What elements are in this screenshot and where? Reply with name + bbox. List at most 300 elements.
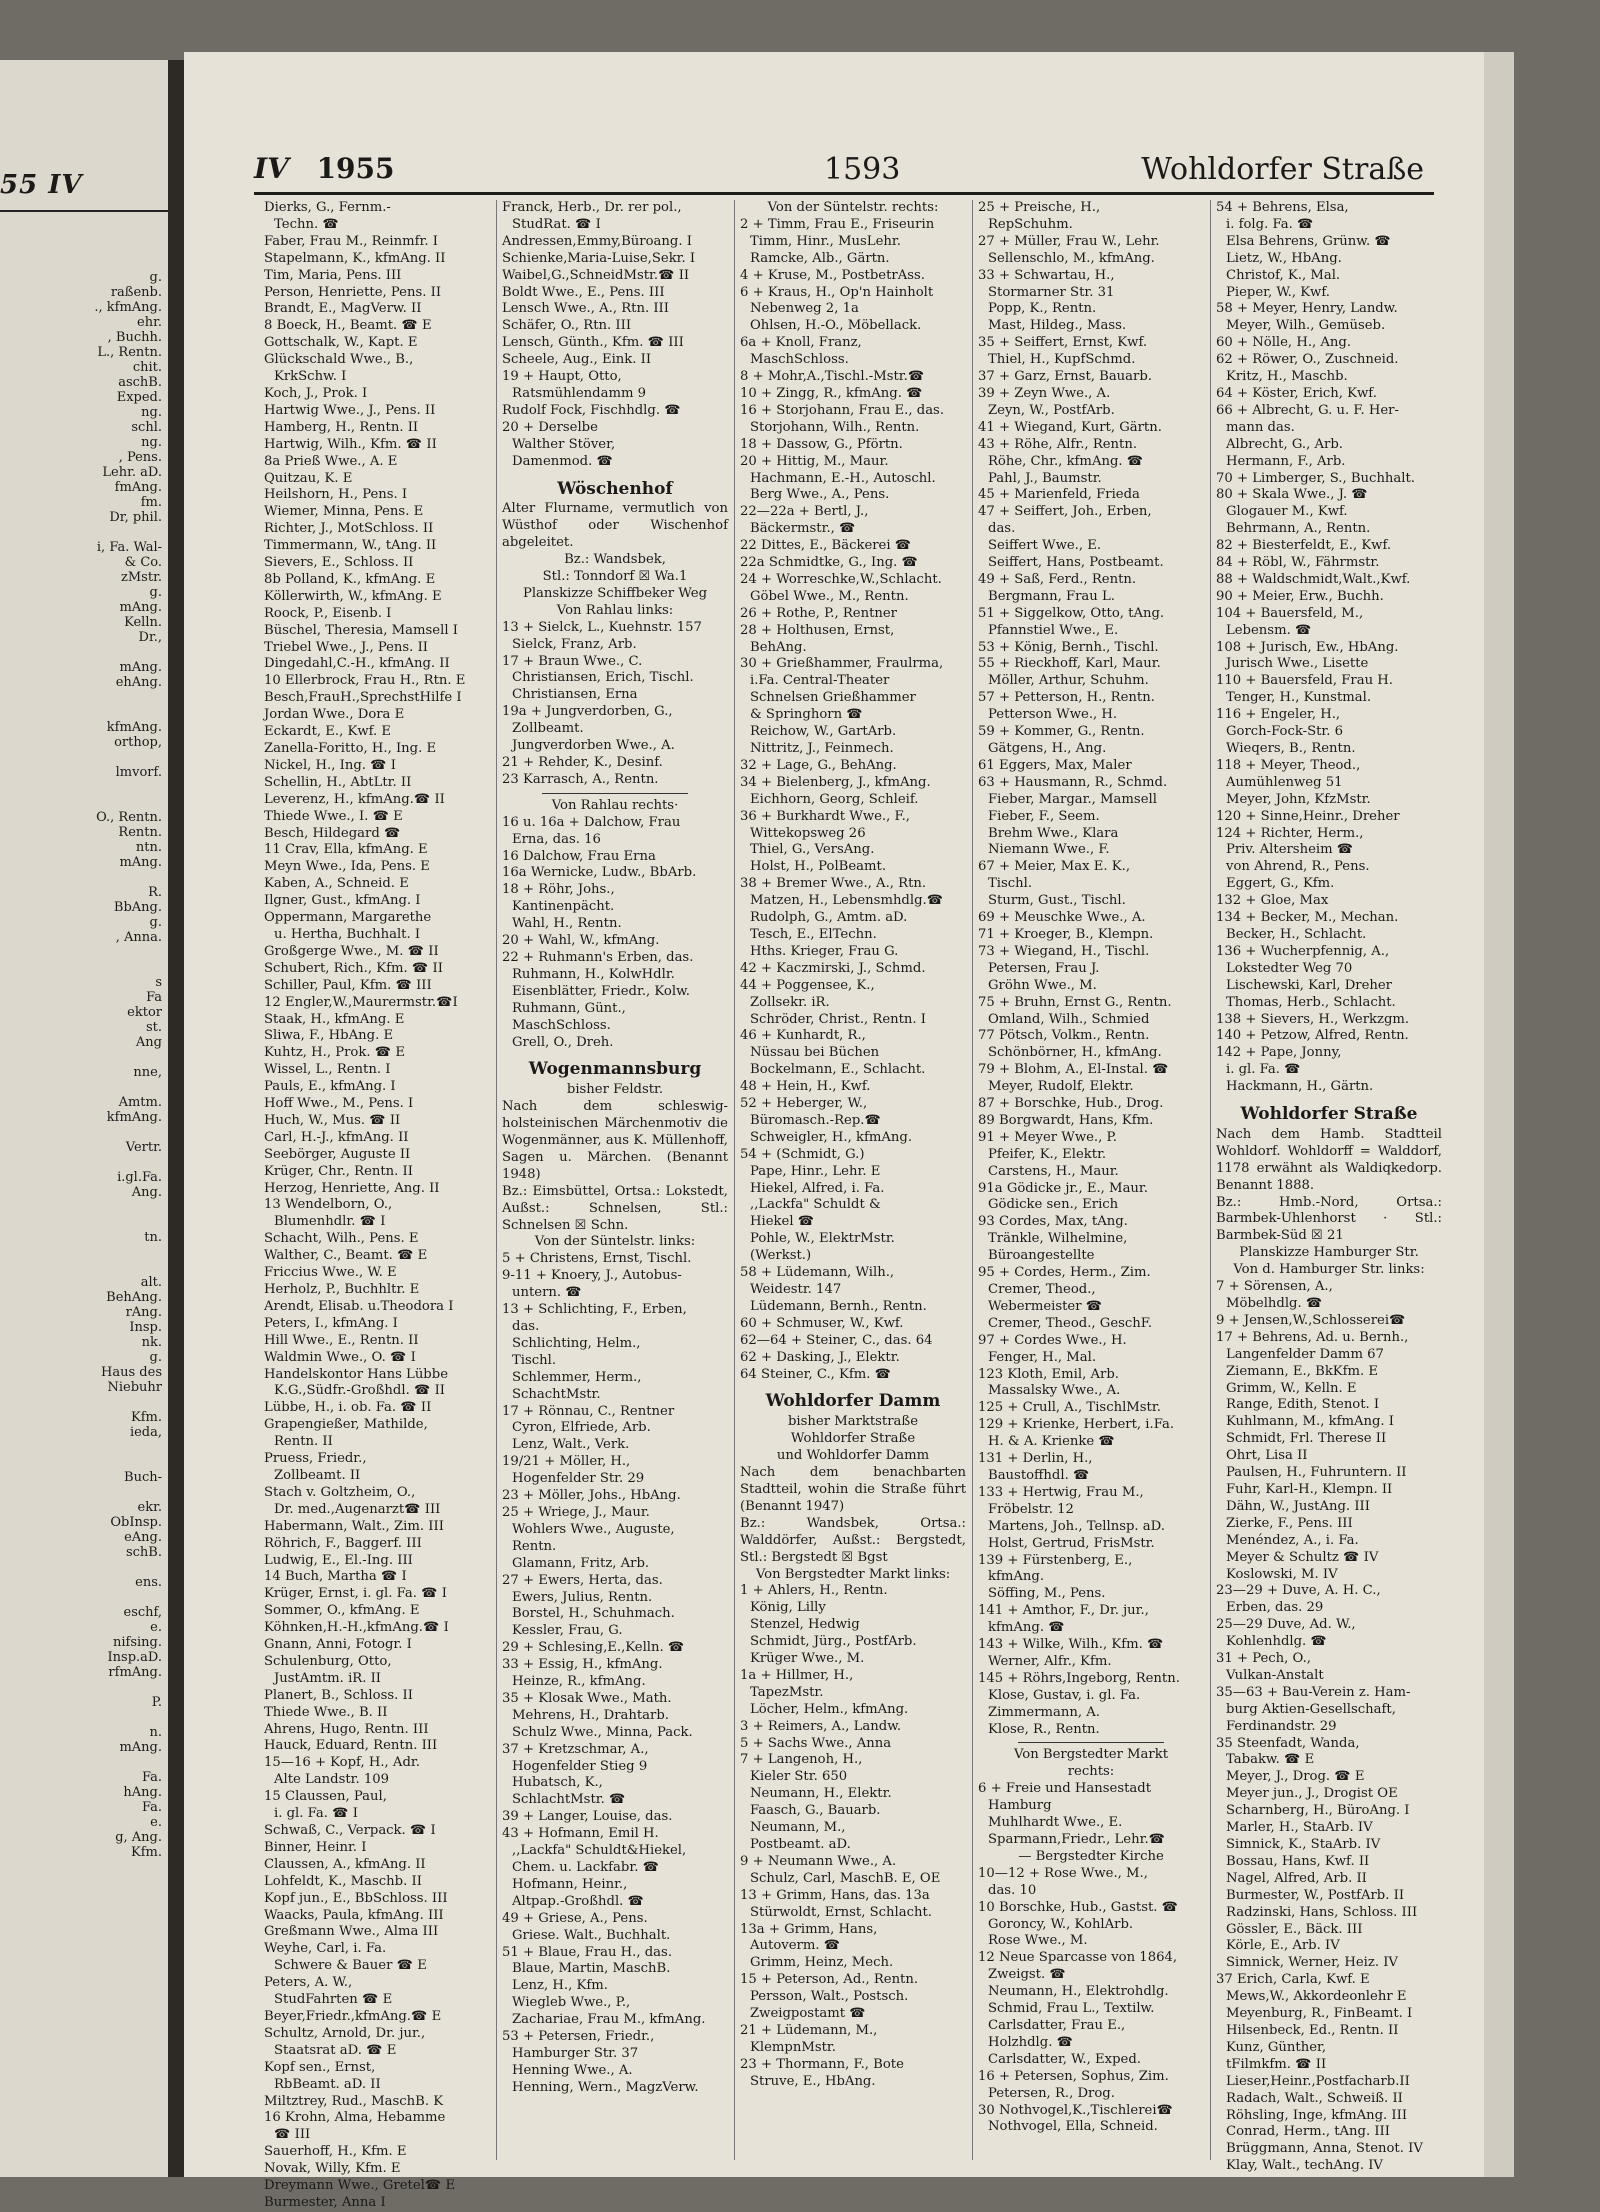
resident-entry: Niemann Wwe., F. [988,842,1110,858]
resident-entry: Möller, Arthur, Schuhm. [988,673,1149,689]
resident-entry: Körle, E., Arb. IV [1226,1938,1340,1954]
facing-page-line: tn. [144,1230,162,1245]
address-entry: 124 + Richter, Herm., [1216,825,1364,841]
facing-page-line [0,1560,168,1575]
address-entry: 15 + Peterson, Ad., Rentn. [740,1972,919,1988]
resident-entry: ☎ III [274,2127,311,2143]
resident-entry: Erben, das. 29 [1226,1600,1324,1616]
resident-entry: Brehm Wwe., Klara [988,825,1119,841]
address-entry: Dierks, G., Fernm.- [264,200,391,215]
facing-page-line: Exped. [116,390,162,405]
facing-page-line: rfmAng. [108,1665,162,1680]
resident-entry: Kessler, Frau, G. [512,1623,623,1639]
address-entry: 60 + Schmuser, W., Kwf. [740,1315,904,1331]
facing-page-line [0,750,168,765]
resident-entry: Jungverdorben Wwe., A. [512,738,675,754]
address-entry: 35 + Klosak Wwe., Math. [502,1690,672,1706]
resident-entry: Möbelhdlg. ☎ [1226,1296,1323,1311]
address-entry: 42 + Kaczmirski, J., Schmd. [740,960,926,976]
address-entry: 91a Gödicke jr., E., Maur. [978,1180,1148,1196]
column-5 [1216,200,1442,2174]
resident-entry: Büroangestellte [988,1248,1095,1264]
resident-entry: Löcher, Helm., kfmAng. [750,1701,909,1717]
address-entry: 28 + Holthusen, Ernst, [740,622,895,638]
resident-entry: Damenmod. ☎ [512,453,613,469]
address-entry: 13a + Grimm, Hans, [740,1921,878,1937]
resident-entry: Blaue, Martin, MaschB. [512,1961,671,1977]
address-entry: Burmester, Anna I [264,2194,386,2210]
resident-entry: Pfannstiel Wwe., E. [988,622,1119,638]
address-entry: 55 + Rieckhoff, Karl, Maur. [978,656,1161,672]
resident-entry: KlempnMstr. [750,2039,836,2055]
resident-entry: Schlemmer, Herm., [512,1369,642,1385]
facing-page-line [0,1050,168,1065]
resident-entry: StudFahrten ☎ E [274,1992,393,2008]
address-entry: Novak, Willy, Kfm. E [264,2161,401,2177]
address-entry: Schulenburg, Otto, [264,1653,392,1669]
address-entry: 13 Wendelborn, O., [264,1197,393,1213]
address-entry: 73 + Wiegand, H., Tischl. [978,943,1150,959]
address-entry: 61 Eggers, Max, Maler [978,757,1132,773]
resident-entry: Burmester, W., PostfArb. II [1226,1887,1405,1903]
resident-entry: Wahl, H., Rentn. [512,916,622,932]
address-entry: Kuhtz, H., Prok. ☎ E [264,1045,405,1061]
address-entry: Rudolf Fock, Fischhdlg. ☎ [502,402,681,418]
address-entry: Schiller, Paul, Kfm. ☎ III [264,977,432,993]
address-entry: Timmermann, W., tAng. II [264,538,437,554]
address-entry: 62 + Dasking, J., Elektr. [740,1349,900,1365]
resident-entry: Faasch, G., Bauarb. [750,1803,881,1819]
resident-entry: Cyron, Elfriede, Arb. [512,1420,651,1436]
facing-page-line: s [155,975,162,990]
facing-page-line: nk. [141,1335,162,1350]
address-entry: 118 + Meyer, Theod., [1216,757,1361,773]
address-entry: Koch, J., Prok. I [264,385,368,401]
address-entry: Wiemer, Minna, Pens. E [264,504,424,520]
address-entry: 133 + Hertwig, Frau M., [978,1484,1144,1500]
resident-entry: Wittekopsweg 26 [750,825,866,841]
resident-entry: MaschSchloss. [512,1017,611,1033]
resident-entry: Tabakw. ☎ E [1226,1752,1315,1768]
address-entry: 19a + Jungverdorben, G., [502,704,673,720]
resident-entry: (Werkst.) [750,1248,812,1264]
resident-entry: Schweigler, H., kfmAng. [750,1129,913,1145]
directory-page [184,52,1484,2210]
address-entry: Scheele, Aug., Eink. II [502,352,652,368]
resident-entry: Henning, Wern., MagzVerw. [512,2079,699,2095]
facing-page-line: ObInsp. [110,1515,162,1530]
address-entry: 16 + Petersen, Sophus, Zim. [978,2068,1169,2084]
resident-entry: Behrmann, A., Rentn. [1226,521,1371,537]
facing-page-line: Insp. [129,1320,162,1335]
address-entry: Leverenz, H., kfmAng.☎ II [264,791,445,807]
resident-entry: Schmid, Frau L., Textilw. [988,2001,1155,2017]
resident-entry: Krüger Wwe., M. [750,1651,865,1667]
address-entry: Köhnken,H.-H.,kfmAng.☎ I [264,1620,449,1636]
address-entry: 8a Prieß Wwe., A. E [264,453,398,469]
address-entry: Hamberg, H., Rentn. II [264,419,419,435]
address-entry: 10 Borschke, Hub., Gastst. ☎ [978,1899,1179,1915]
facing-page-line: g. [149,585,162,600]
resident-entry: König, Lilly [750,1600,826,1616]
resident-entry: Hackmann, H., Gärtn. [1226,1079,1374,1095]
address-entry: Sauerhoff, H., Kfm. E [264,2144,407,2160]
resident-entry: Meyer, J., Drog. ☎ E [1226,1769,1365,1785]
resident-entry: Gätgens, H., Ang. [988,741,1107,756]
facing-page-line: , Pens. [118,450,162,465]
resident-entry: Martens, Joh., Tellnsp. aD. [988,1518,1165,1534]
resident-entry: Reichow, W., GartArb. [750,724,897,740]
facing-page-line: kfmAng. [106,720,162,735]
resident-entry: Scharnberg, H., BüroAng. I [1226,1803,1410,1819]
facing-page-line: i.gl.Fa. [117,1170,162,1185]
facing-page-line: g. [149,270,162,285]
resident-entry: Hths. Krieger, Frau G. [750,943,899,959]
street-subheading: — Bergstedter Kirche [1018,1848,1164,1864]
address-entry: 23—29 + Duve, A. H. C., [1216,1583,1381,1599]
address-entry: 48 + Hein, H., Kwf. [740,1079,871,1095]
resident-entry: Röhsling, Inge, kfmAng. III [1226,2107,1408,2123]
facing-page-line [0,525,168,540]
street-subheading: Planskizze Hamburger Str. [1239,1245,1419,1261]
address-entry: Krüger, Ernst, i. gl. Fa. ☎ I [264,1586,447,1602]
facing-page-line: raßenb. [110,285,162,300]
column-2 [502,200,728,2160]
address-entry: Hartwig Wwe., J., Pens. II [264,402,436,418]
address-entry: 11 Crav, Ella, kfmAng. E [264,842,428,858]
resident-entry: Ziemann, E., BkKfm. E [1226,1363,1379,1379]
resident-entry: Lokstedter Weg 70 [1226,960,1353,976]
address-entry: Grapengießer, Mathilde, [264,1417,428,1433]
street-note: Nach dem schleswig-holsteinischen Märchenmotiv die Wogenmänner, aus K. Müllenhoff, Sagen u. Märchen. (Benannt 1948) [502,1099,728,1182]
address-entry: Waacks, Paula, kfmAng. III [264,1907,444,1923]
address-entry: 23 + Möller, Johs., HbAng. [502,1488,681,1504]
address-entry: 53 + König, Bernh., Tischl. [978,639,1159,655]
book-gutter [168,60,184,2177]
resident-entry: Berg Wwe., A., Pens. [750,487,890,503]
resident-entry: Kantinenpächt. [512,899,615,915]
resident-entry: Ratsmühlendamm 9 [512,385,647,401]
address-entry: 23 + Thormann, F., Bote [740,2056,904,2072]
resident-entry: u. Hertha, Buchhalt. I [274,926,421,942]
address-entry: 82 + Biesterfeldt, E., Kwf. [1216,538,1392,554]
address-entry: Jordan Wwe., Dora E [264,707,405,723]
resident-entry: i. gl. Fa. ☎ [1226,1062,1301,1078]
address-entry: 22 Dittes, E., Bäckerei ☎ [740,538,912,554]
address-entry: 24 + Worreschke,W.,Schlacht. [740,571,942,587]
facing-page-rule [0,210,168,212]
facing-page-line: ektor [127,1005,162,1020]
resident-entry: Wohlers Wwe., Auguste, [512,1521,675,1537]
address-entry: Kaben, A., Schneid. E [264,876,409,892]
street-subheading: Planskizze Schiffbeker Weg [522,585,708,601]
resident-entry: Carstens, H., Maur. [988,1163,1119,1179]
address-entry: 79 + Blohm, A., El-Instal. ☎ [978,1062,1169,1078]
address-entry: Richter, J., MotSchloss. II [264,521,434,537]
address-entry: Dingedahl,C.-H., kfmAng. II [264,656,450,672]
street-note: Nach dem Hamb. Stadtteil Wohldorf. Wohldorff = Walddorf, 1178 erwähnt als Waldiqkedorp. Benannt 1888. [1216,1126,1442,1193]
address-entry: 37 + Garz, Ernst, Bauarb. [978,369,1152,385]
address-entry: 15—16 + Kopf, H., Adr. [264,1755,420,1771]
address-entry: 17 + Braun Wwe., C. [502,653,643,669]
resident-entry: Petersen, Frau J. [988,960,1100,976]
address-entry: 22—22a + Bertl, J., [740,504,869,520]
street-subheading: Stl.: Tonndorf ☒ Wa.1 [542,569,688,585]
address-entry: 142 + Pape, Jonny, [1216,1045,1342,1061]
resident-entry: Meyer jun., J., Drogist OE [1226,1786,1398,1802]
page-number: 1593 [824,152,901,187]
facing-page-line: g, Ang. [115,1830,162,1845]
address-entry: Sievers, E., Schloss. II [264,555,414,571]
facing-page-line [0,1590,168,1605]
address-entry: 108 + Jurisch, Ew., HbAng. [1216,639,1399,655]
facing-page-line: st. [145,1020,162,1035]
resident-entry: Ruhmann, Günt., [512,1000,626,1016]
address-entry: Besch,FrauH.,SprechstHilfe I [264,690,462,706]
address-entry: 5 + Sachs Wwe., Anna [740,1735,892,1751]
resident-entry: Matzen, H., Lebensmhdlg.☎ [750,893,944,909]
address-entry: 6 + Freie und Hansestadt [978,1781,1152,1797]
address-entry: 12 Engler,W.,Maurermstr.☎I [264,994,458,1010]
address-entry: 47 + Seiffert, Joh., Erben, [978,504,1152,520]
resident-entry: Schnelsen Grießhammer [750,690,916,706]
street-heading: Wöschenhof [557,478,673,499]
resident-entry: Neumann, H., Elektrohdlg. [988,1984,1169,2000]
address-entry: 62 + Röwer, O., Zuschneid. [1216,352,1399,368]
address-entry: 10 Ellerbrock, Frau H., Rtn. E [264,673,466,689]
resident-entry: Zollbeamt. II [274,1467,361,1483]
resident-entry: Webermeister ☎ [988,1298,1103,1314]
resident-entry: SchlachtMstr. ☎ [512,1792,626,1808]
address-entry: Peters, I., kfmAng. I [264,1315,398,1331]
resident-entry: Weidestr. 147 [750,1282,842,1297]
page-edge [1484,52,1514,2177]
address-entry: 143 + Wilke, Wilh., Kfm. ☎ [978,1637,1164,1653]
address-entry: 52 + Heberger, W., [740,1096,868,1112]
address-entry: Lübbe, H., i. ob. Fa. ☎ II [264,1400,432,1416]
facing-page-line: e. [150,1620,162,1635]
resident-entry: ,,Lackfa" Schuldt & [750,1197,881,1213]
facing-page-line [0,1395,168,1410]
address-entry: Roock, P., Eisenb. I [264,605,392,621]
resident-entry: Schlichting, Helm., [512,1335,641,1351]
facing-page-line: Buch- [124,1470,162,1485]
address-entry: Großgerge Wwe., M. ☎ II [264,943,439,959]
address-entry: Schubert, Rich., Kfm. ☎ II [264,960,443,976]
address-entry: 25 + Preische, H., [978,200,1101,215]
facing-page-line: g. [149,1350,162,1365]
address-entry: Stapelmann, K., kfmAng. II [264,250,446,266]
column-divider [972,200,973,2160]
address-entry: 66 + Albrecht, G. u. F. Her- [1216,402,1399,418]
address-entry: 80 + Skala Wwe., J. ☎ [1216,487,1368,503]
resident-entry: Hogenfelder Stieg 9 [512,1758,648,1774]
resident-entry: Holzhdlg. ☎ [988,2034,1074,2050]
resident-entry: Rentn. [512,1538,557,1554]
address-entry: Arendt, Elisab. u.Theodora I [264,1298,454,1314]
address-entry: Boldt Wwe., E., Pens. III [502,284,665,300]
resident-entry: Lenz, H., Kfm. [512,1978,608,1994]
address-entry: 16 Krohn, Alma, Hebamme [264,2110,446,2126]
resident-entry: K.G.,Südfr.-Großhdl. ☎ II [274,1383,446,1399]
address-entry: 36 + Burkhardt Wwe., F., [740,808,910,824]
resident-entry: Timm, Hinr., MusLehr. [750,233,901,249]
resident-entry: Simnick, K., StaArb. IV [1226,1837,1381,1852]
facing-page-line: hAng. [123,1785,162,1800]
resident-entry: Hiekel ☎ [750,1214,815,1230]
street-note: Bz.: Eimsbüttel, Ortsa.: Lokstedt, Außst.: Schnelsen, Stl.: Schnelsen ☒ Schn. [502,1183,728,1233]
resident-entry: Radzinski, Hans, Schloss. III [1226,1904,1418,1920]
resident-entry: Göbel Wwe., M., Rentn. [750,588,909,604]
resident-entry: i.Fa. Central-Theater [750,673,890,689]
resident-entry: Rudolph, G., Amtm. aD. [750,910,908,926]
street-subheading: rechts: [1067,1764,1115,1780]
running-street-title: Wohldorfer Straße [1141,152,1424,187]
address-entry: Schellin, H., AbtLtr. II [264,774,412,790]
resident-entry: mann das. [1226,419,1295,435]
resident-entry: Tenger, H., Kunstmal. [1226,690,1372,706]
facing-page-line: ., kfmAng. [94,300,162,315]
facing-page-line: R. [148,885,162,900]
address-entry: 58 + Meyer, Henry, Landw. [1216,301,1398,317]
resident-entry: Hamburger Str. 37 [512,2045,639,2061]
facing-page-line: alt. [140,1275,162,1290]
resident-entry: Elsa Behrens, Grünw. ☎ [1226,233,1391,249]
address-entry: Heilshorn, H., Pens. I [264,487,408,503]
address-entry: Kopf sen., Ernst, [264,2059,376,2075]
resident-entry: Nothvogel, Ella, Schneid. [988,2119,1158,2135]
resident-entry: Thiel, G., VersAng. [750,842,875,858]
resident-entry: Carlsdatter, W., Exped. [988,2051,1141,2067]
address-entry: 23 Karrasch, A., Rentn. [502,771,659,787]
facing-page-line: Fa. [141,1770,162,1785]
street-heading: Wogenmannsburg [528,1059,702,1080]
resident-entry: Tischl. [988,876,1033,892]
resident-entry: KrkSchw. I [274,369,347,385]
address-entry: 9 + Neumann Wwe., A. [740,1853,897,1869]
address-entry: 54 + (Schmidt, G.) [740,1146,865,1162]
facing-page-line [0,690,168,705]
address-entry: 97 + Cordes Wwe., H. [978,1332,1127,1348]
address-entry: Person, Henriette, Pens. II [264,284,442,300]
address-entry: Faber, Frau M., Reinmfr. I [264,233,438,249]
address-entry: 91 + Meyer Wwe., P. [978,1129,1117,1145]
resident-entry: Neumann, H., Elektr. [750,1786,892,1802]
address-entry: 69 + Meuschke Wwe., A. [978,910,1146,926]
resident-entry: Techn. ☎ [274,216,339,232]
address-entry: Oppermann, Margarethe [264,910,432,926]
address-entry: Huch, W., Mus. ☎ II [264,1112,401,1128]
address-entry: 31 + Pech, O., [1216,1651,1311,1667]
facing-page-line: fmAng. [114,480,162,495]
facing-page-line [0,1260,168,1275]
facing-page-line: eschf, [123,1605,162,1620]
address-entry: 57 + Petterson, H., Rentn. [978,690,1155,706]
resident-entry: Jurisch Wwe., Lisette [1226,656,1369,672]
address-entry: Habermann, Walt., Zim. III [264,1518,444,1534]
resident-entry: untern. ☎ [512,1285,582,1301]
address-entry: 34 + Bielenberg, J., kfmAng. [740,774,931,790]
address-entry: 29 + Schlesing,E.,Kelln. ☎ [502,1640,685,1656]
street-subheading: Von Rahlau links: [556,602,674,618]
resident-entry: Grell, O., Dreh. [512,1034,614,1050]
resident-entry: Tischl. [512,1352,557,1368]
section-rule [542,793,688,794]
resident-entry: Becker, H., Schlacht. [1226,926,1367,942]
resident-entry: von Ahrend, R., Pens. [1226,859,1370,875]
resident-entry: Tränkle, Wilhelmine, [988,1231,1128,1247]
address-entry: 39 + Langer, Louise, das. [502,1809,673,1825]
resident-entry: Priv. Altersheim ☎ [1226,842,1354,858]
address-entry: Thiede Wwe., I. ☎ E [264,808,403,824]
facing-page-line: Kfm. [131,1410,162,1425]
street-subheading: Von der Süntelstr. rechts: [767,200,939,215]
resident-entry: Grimm, W., Kelln. E [1226,1380,1357,1396]
address-entry: 145 + Röhrs,Ingeborg, Rentn. [978,1670,1180,1686]
address-entry: Peters, A. W., [264,1975,353,1991]
resident-entry: Schmidt, Jürg., PostfArb. [750,1634,917,1650]
address-entry: Planert, B., Schloss. II [264,1687,413,1703]
resident-entry: JustAmtm. iR. II [274,1670,382,1686]
resident-entry: Struve, E., HbAng. [750,2073,876,2089]
facing-page-line: , Anna. [115,930,162,945]
column-divider [1210,200,1211,2160]
address-entry: 27 + Ewers, Herta, das. [502,1572,663,1588]
facing-page-line: g. [149,915,162,930]
resident-entry: TapezMstr. [750,1684,824,1700]
address-entry: 140 + Petzow, Alfred, Rentn. [1216,1028,1409,1044]
address-entry: Staak, H., kfmAng. E [264,1011,405,1027]
resident-entry: Schulz, Carl, MaschB. E, OE [750,1870,941,1886]
facing-page-line [0,1710,168,1725]
facing-page-line: Niebuhr [107,1380,162,1395]
street-note: Bz.: Wandsbek, Ortsa.: Walddörfer, Außst.: Bergstedt, Stl.: Bergstedt ☒ Bgst [740,1515,966,1565]
facing-page-line: kfmAng. [106,1110,162,1125]
address-entry: Pauls, E., kfmAng. I [264,1079,396,1095]
address-entry: 19/21 + Möller, H., [502,1454,631,1470]
resident-entry: Fröbelstr. 12 [988,1501,1074,1517]
facing-page-line [0,645,168,660]
facing-page-line [0,795,168,810]
street-subheading: Wohldorfer Straße [790,1431,916,1447]
resident-entry: Storjohann, Wilh., Rentn. [750,419,920,435]
address-entry: 45 + Marienfeld, Frieda [978,487,1140,503]
facing-page-line: ieda, [129,1425,162,1440]
resident-entry: tFilmkfm. ☎ II [1226,2056,1327,2072]
resident-entry: Pahl, J., Baumstr. [988,470,1102,486]
address-entry: Pruess, Friedr., [264,1451,367,1467]
resident-entry: kfmAng. [988,1569,1045,1585]
address-entry: Greßmann Wwe., Alma III [264,1924,439,1940]
resident-entry: Schmidt, Frl. Therese II [1226,1431,1387,1447]
resident-entry: Carlsdatter, Frau E., [988,2017,1126,2033]
facing-page-line [0,1200,168,1215]
address-entry: 3 + Reimers, A., Landw. [740,1718,902,1734]
address-entry: Waibel,G.,SchneidMstr.☎ II [502,267,690,283]
address-entry: 7 + Sörensen, A., [1216,1279,1333,1295]
resident-entry: Schröder, Christ., Rentn. I [750,1011,927,1027]
resident-entry: Schwere & Bauer ☎ E [274,1958,427,1974]
resident-entry: Menéndez, A., i. Fa. [1226,1532,1359,1548]
resident-entry: Pfeifer, K., Elektr. [988,1146,1107,1162]
address-entry: 16 Dalchow, Frau Erna [502,848,656,864]
address-entry: 18 + Dassow, G., Pförtn. [740,436,903,452]
resident-entry: Fieber, F., Seem. [988,808,1100,824]
resident-entry: Meyer, John, KfzMstr. [1226,791,1371,807]
facing-page-line: n. [149,1725,162,1740]
address-entry: 6 + Kraus, H., Op'n Hainholt [740,284,934,300]
facing-page-line [0,1245,168,1260]
